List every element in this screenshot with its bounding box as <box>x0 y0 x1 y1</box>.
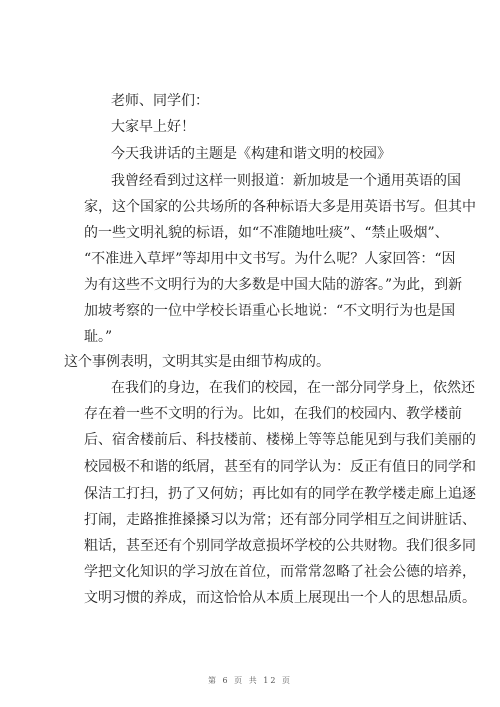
greeting: 大家早上好！ <box>111 119 195 135</box>
paragraph-line: 在我们的身边，在我们的校园，在一部分同学身上，依然还 <box>111 380 475 396</box>
paragraph-line: 为有这些不文明行为的大多数是中国大陆的游客。”为此，到新 <box>84 277 463 293</box>
salutation: 老师、同学们： <box>111 93 209 109</box>
paragraph-line: 粗话，甚至还有个别同学故意损坏学校的公共财物。我们很多同 <box>84 538 476 554</box>
paragraph-line: 学把文化知识的学习放在首位，而常常忽略了社会公德的培养， <box>84 564 476 580</box>
topic-line: 今天我讲话的主题是《构建和谐文明的校园》 <box>111 146 391 162</box>
paragraph-line: 打闹，走路推推搡搡习以为常；还有部分同学相互之间讲脏话、 <box>84 512 476 528</box>
page-number-footer: 第 6 页 共 12 页 <box>208 676 292 685</box>
paragraph-line: 的一些文明礼貌的标语，如“不准随地吐痰”、“禁止吸烟”、 <box>84 225 449 241</box>
paragraph-line: 加坡考察的一位中学校长语重心长地说：“不文明行为也是国 <box>84 303 456 319</box>
paragraph-line: 这个事例表明，文明其实是由细节构成的。 <box>64 354 330 370</box>
paragraph-line: 后、宿舍楼前后、科技楼前、楼梯上等等总能见到与我们美丽的 <box>84 432 476 448</box>
paragraph-line: 我曾经看到过这样一则报道：新加坡是一个通用英语的国 <box>111 173 461 189</box>
paragraph-line: 校园极不和谐的纸屑，甚至有的同学认为：反正有值日的同学和 <box>84 459 476 475</box>
paragraph-line: 耻。” <box>84 329 113 345</box>
paragraph-line: 存在着一些不文明的行为。比如，在我们的校园内、教学楼前 <box>84 406 462 422</box>
paragraph-line: 文明习惯的养成，而这恰恰从本质上展现出一个人的思想品质。 <box>84 590 476 606</box>
paragraph-line: “不准进入草坪”等却用中文书写。为什么呢？人家回答：“因 <box>84 251 456 267</box>
paragraph-line: 保洁工打扫，扔了又何妨；再比如有的同学在教学楼走廊上追逐 <box>84 486 476 502</box>
paragraph-line: 家，这个国家的公共场所的各种标语大多是用英语书写。但其中 <box>84 199 476 215</box>
